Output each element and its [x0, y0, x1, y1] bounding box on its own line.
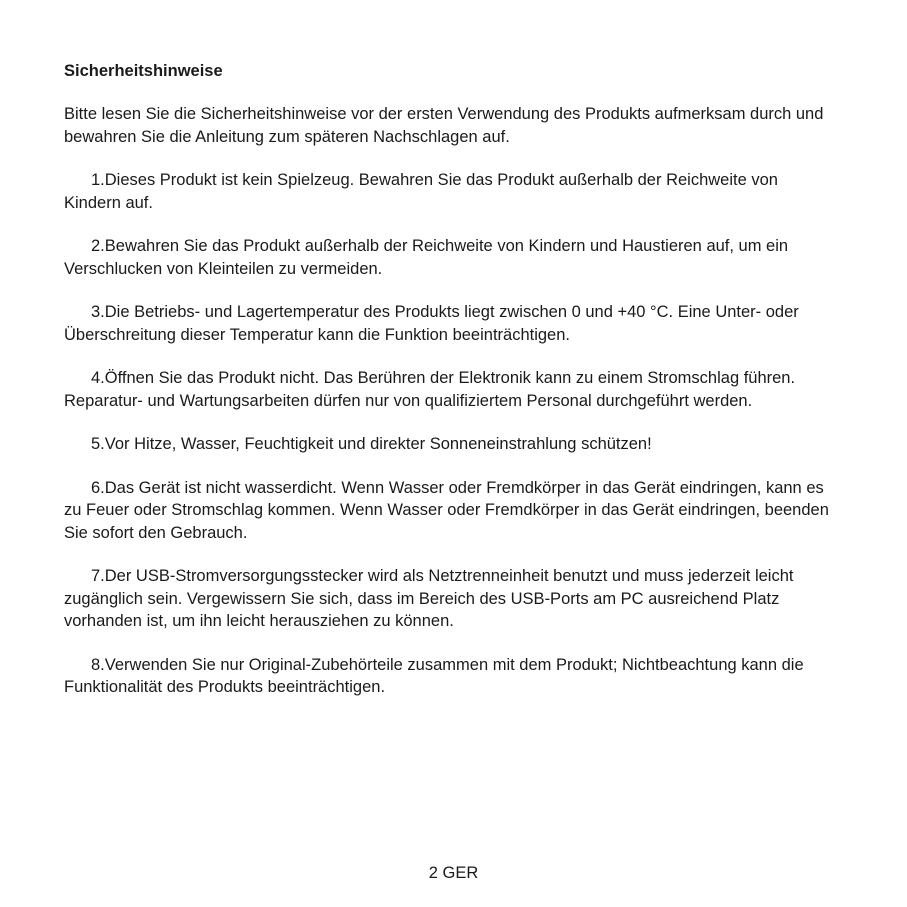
- page-number: 2 GER: [428, 864, 479, 882]
- safety-item-4: 4.Öffnen Sie das Produkt nicht. Das Berühren der Elektronik kann zu einem Stromschlag führen. Reparatur- und Wartungsarbeiten dürfen nur von qualifiziertem Personal durchgeführt werden.: [64, 369, 796, 410]
- safety-item-1: 1.Dieses Produkt ist kein Spielzeug. Bewahren Sie das Produkt außerhalb der Reichweite von Kindern auf.: [64, 171, 778, 212]
- safety-item-8: 8.Verwenden Sie nur Original-Zubehörteile zusammen mit dem Produkt; Nichtbeachtung kann die Funktionalität des Produkts beeinträchtigen.: [64, 655, 804, 696]
- intro-paragraph: Bitte lesen Sie die Sicherheitshinweise vor der ersten Verwendung des Produkts aufmerksam durch und bewahren Sie die Anleitung zum späteren Nachschlagen auf.: [64, 105, 824, 146]
- section-heading: Sicherheitshinweise: [64, 62, 223, 80]
- document-page: [64, 60, 838, 720]
- safety-item-5: 5.Vor Hitze, Wasser, Feuchtigkeit und direkter Sonneneinstrahlung schützen!: [91, 435, 652, 453]
- safety-item-2: 2.Bewahren Sie das Produkt außerhalb der Reichweite von Kindern und Haustieren auf, um ein Verschlucken von Kleinteilen zu vermeiden.: [64, 237, 789, 278]
- safety-item-7: 7.Der USB-Stromversorgungsstecker wird als Netztrenneinheit benutzt und muss jederzeit leicht zugänglich sein. Vergewissern Sie sich, dass im Bereich des USB-Ports am PC ausreichend Platz vorhanden ist, um ihn leicht herausziehen zu können.: [64, 567, 794, 630]
- safety-item-3: 3.Die Betriebs- und Lagertemperatur des Produkts liegt zwischen 0 und +40 °C. Eine Unter- oder Überschreitung dieser Temperatur kann die Funktion beeinträchtigen.: [64, 303, 799, 344]
- safety-item-6: 6.Das Gerät ist nicht wasserdicht. Wenn Wasser oder Fremdkörper in das Gerät eindringen, kann es zu Feuer oder Stromschlag kommen. Wenn Wasser oder Fremdkörper in das Gerät eindringen, beenden Sie sofort den Gebrauch.: [64, 478, 829, 542]
